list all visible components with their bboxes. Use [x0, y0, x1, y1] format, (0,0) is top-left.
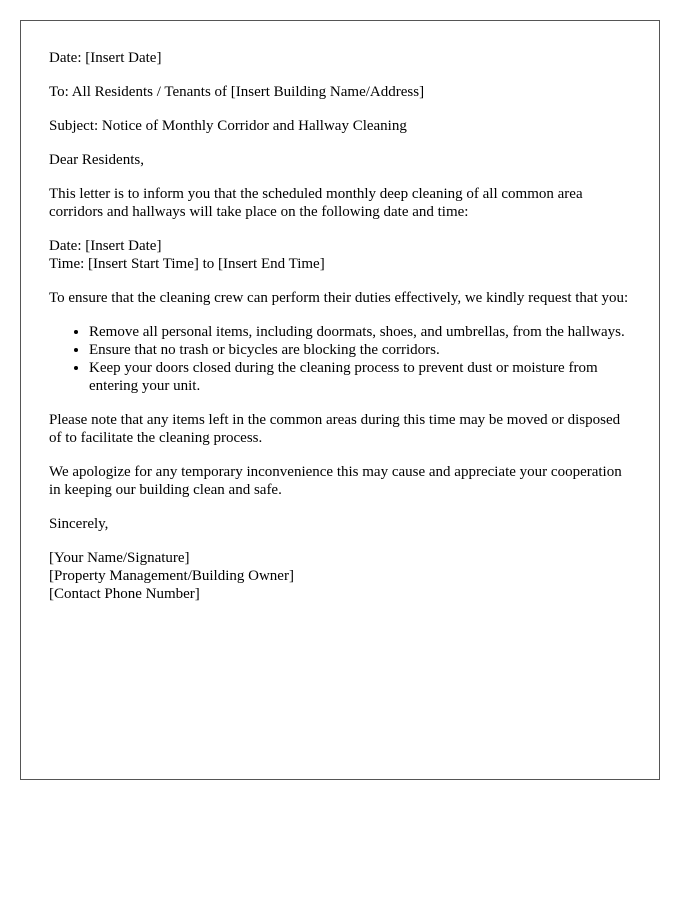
- subject-line: Subject: Notice of Monthly Corridor and Hallway Cleaning: [49, 118, 407, 134]
- recipient-line: To: All Residents / Tenants of [Insert Building Name/Address]: [49, 84, 425, 100]
- schedule-time: Time: [Insert Start Time] to [Insert End Time]: [49, 256, 325, 272]
- schedule-block: [49, 237, 631, 273]
- request-paragraph: To ensure that the cleaning crew can perform their duties effectively, we kindly request that you:: [49, 290, 629, 306]
- signature-name: [Your Name/Signature]: [49, 550, 190, 566]
- letter-page: [20, 20, 660, 780]
- signature-title: [Property Management/Building Owner]: [49, 568, 294, 584]
- signature-phone: [Contact Phone Number]: [49, 586, 200, 602]
- salutation: Dear Residents,: [49, 152, 144, 168]
- request-item-items: • Remove all personal items, including doormats, shoes, and umbrellas, from the hallways.: [89, 323, 631, 341]
- notice-paragraph: Please note that any items left in the common areas during this time may be moved or disposed of to facilitate the cleaning process.: [49, 412, 621, 446]
- signature-block: [49, 549, 631, 603]
- apology-paragraph: We apologize for any temporary inconvenience this may cause and appreciate your cooperation in keeping our building clean and safe.: [49, 464, 622, 498]
- closing: Sincerely,: [49, 516, 109, 532]
- request-item-trash: • Ensure that no trash or bicycles are blocking the corridors.: [89, 341, 631, 359]
- request-list: [49, 323, 631, 395]
- date-line: Date: [Insert Date]: [49, 50, 162, 66]
- request-item-doors: • Keep your doors closed during the cleaning process to prevent dust or moisture from entering your unit.: [89, 359, 631, 395]
- schedule-date: Date: [Insert Date]: [49, 238, 162, 254]
- intro-paragraph: This letter is to inform you that the scheduled monthly deep cleaning of all common area corridors and hallways will take place on the following date and time:: [49, 186, 583, 220]
